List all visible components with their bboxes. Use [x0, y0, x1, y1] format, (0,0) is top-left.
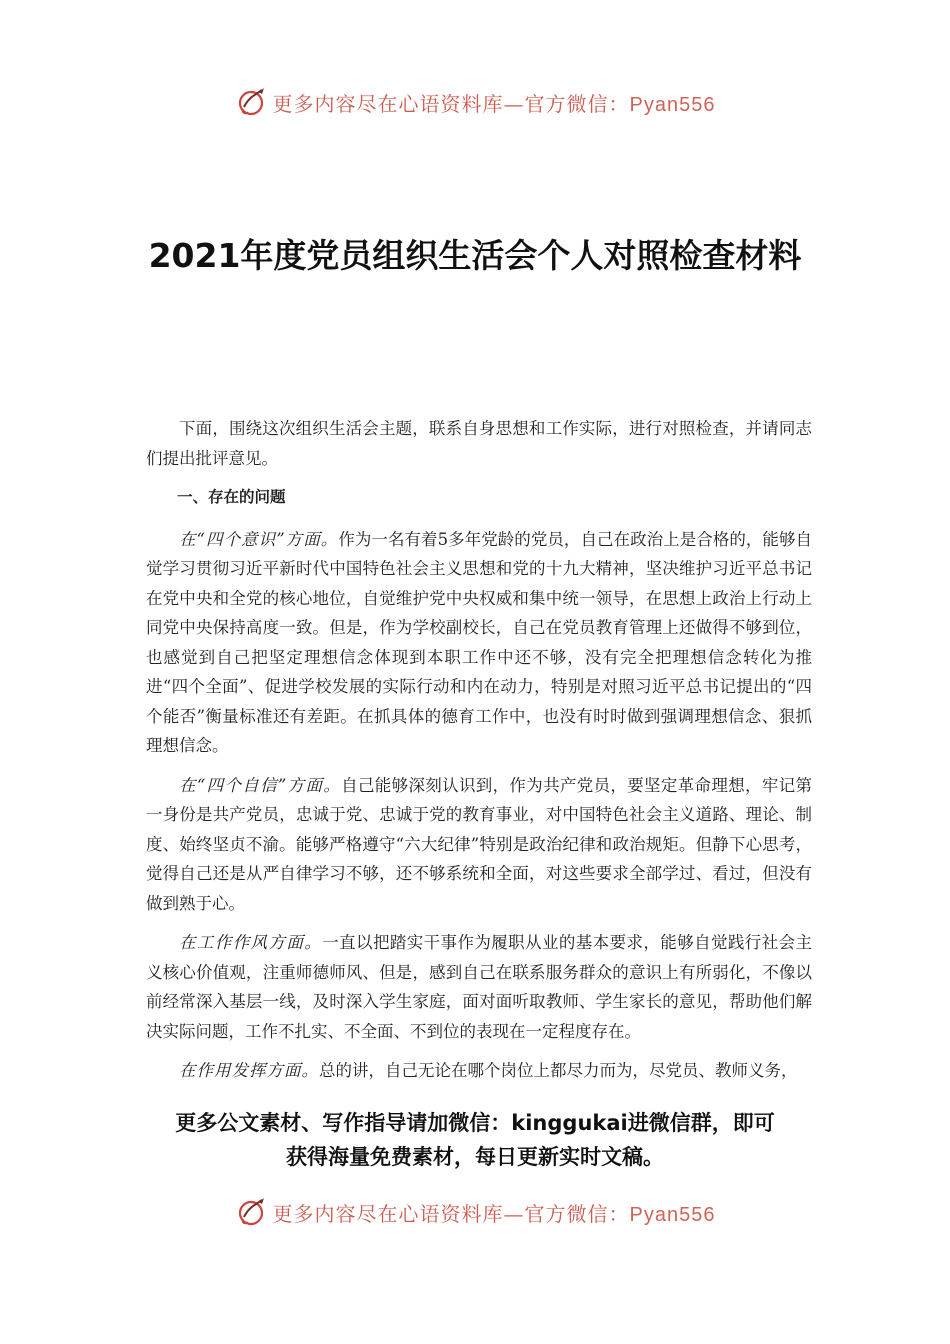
banner-text-cn: 更多内容尽在心语资料库—官方微信：: [272, 91, 630, 116]
document-body: [146, 414, 812, 1096]
paragraph-body: 一直以把踏实干事作为履职从业的基本要求，能够自觉践行社会主义核心价值观，注重师德师风、但是，感到自己在联系服务群众的意识上有所弱化，不像以前经常深入基层一线，及时深入学生家庭，面对面听取教师、学生家长的意见，帮助他们解决实际问题，工作不扎实、不全面、不到位的表现在一定程度存在。: [146, 933, 813, 1041]
banner-text: [273, 88, 716, 117]
footer-banner: [0, 1192, 950, 1232]
banner-wechat-id: Pyan556: [629, 93, 716, 116]
paragraph-body: 自己能够深刻认识到，作为共产党员，要坚定革命理想，牢记第一身份是共产党员，忠诚于党、忠诚于党的教育事业，对中国特色社会主义道路、理论、制度、始终坚贞不渝。能够严格遵守“六大纪律”特别是政治纪律和政治规矩。但静下心思考，觉得自己还是从严自律学习不够，还不够系统和全面，对这些要求全部学过、看过，但没有做到熟于心。: [146, 775, 813, 913]
banner-wechat-id: Pyan556: [629, 1203, 716, 1226]
paragraph-lead: 在“四个自信”方面。: [179, 775, 342, 795]
paragraph-body: 总的讲，自己无论在哪个岗位上都尽力而为，尽党员、教师义务，: [319, 1061, 798, 1080]
paragraph-four-confidences: [146, 771, 812, 919]
paragraph-lead: 在工作作风方面。: [179, 933, 323, 952]
banner-text: [273, 1198, 716, 1227]
intro-paragraph: 下面，围绕这次组织生活会主题，联系自身思想和工作实际，进行对照检查，并请同志们提出批评意见。: [146, 419, 812, 468]
paragraph-work-style: [146, 928, 812, 1046]
paragraph-role: [146, 1056, 812, 1086]
promo-line-2: 获得海量免费素材，每日更新实时文稿。: [286, 1145, 664, 1169]
section-heading: 一、存在的问题: [177, 488, 286, 506]
pen-swirl-logo-icon: [235, 85, 269, 119]
paragraph-lead: 在“四个意识”方面。: [179, 529, 339, 549]
paragraph-four-consciousness: [146, 525, 812, 761]
header-banner: [0, 82, 950, 122]
paragraph-body: 作为一名有着5多年党龄的党员，自己在政治上是合格的，能够自觉学习贯彻习近平新时代中国特色社会主义思想和党的十九大精神，坚决维护习近平总书记在党中央和全党的核心地位，自觉维护党中央权威和集中统一领导，在思想上政治上行动上同党中央保持高度一致。但是，作为学校副校长，自己在党员教育管理上还做得不够到位，也感觉到自己把坚定理想信念体现到本职工作中还不够，没有完全把理想信念转化为推进“四个全面”、促进学校发展的实际行动和内在动力，特别是对照习近平总书记提出的“四个能否”衡量标准还有差距。在抓具体的德育工作中，也没有时时做到强调理想信念、狠抓理想信念。: [146, 529, 813, 755]
pen-swirl-logo-icon: [235, 1195, 269, 1229]
banner-text-cn: 更多内容尽在心语资料库—官方微信：: [272, 1201, 630, 1226]
paragraph-lead: 在作用发挥方面。: [179, 1061, 319, 1080]
promo-line-1: 更多公文素材、写作指导请加微信：kinggukai进微信群，即可: [175, 1111, 775, 1135]
document-title: 2021年度党员组织生活会个人对照检查材料: [148, 236, 802, 275]
promo-notice: [120, 1106, 830, 1174]
